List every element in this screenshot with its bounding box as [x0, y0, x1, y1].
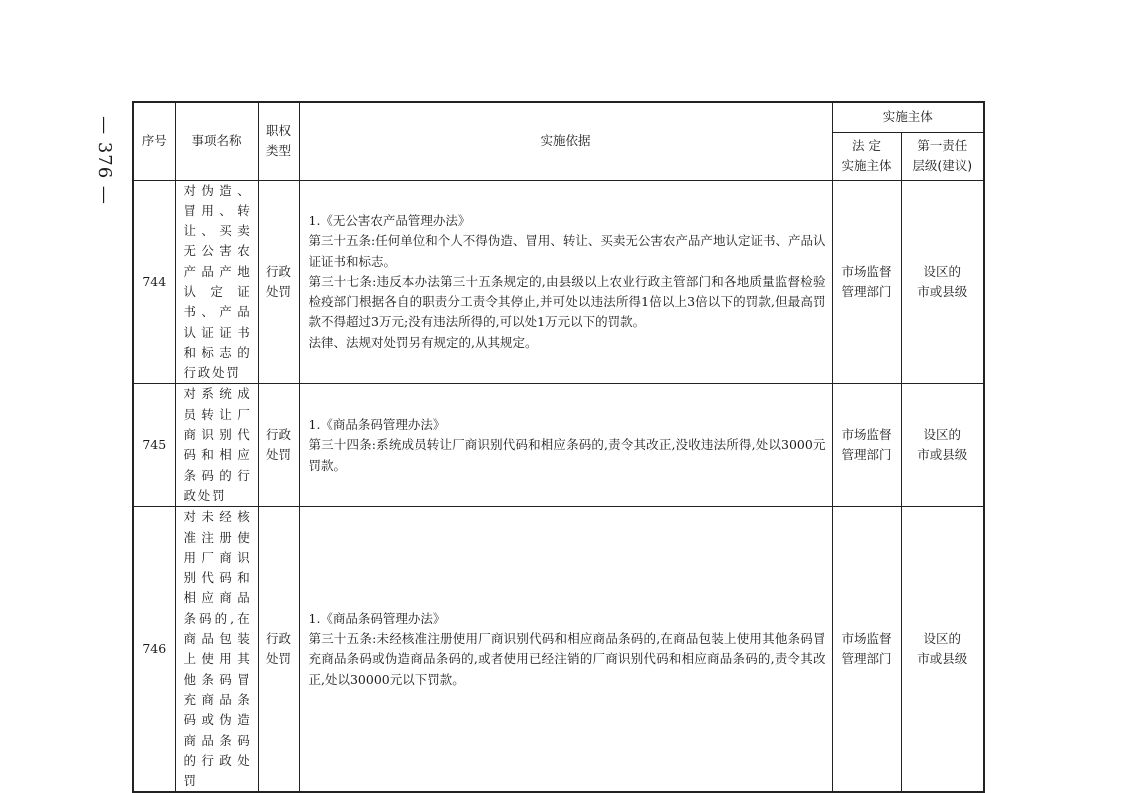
row-basis	[299, 507, 832, 793]
row-legal-subject: 市场监督 管理部门	[832, 507, 901, 793]
header-legal-subject: 法 定 实施主体	[832, 132, 901, 180]
row-basis	[299, 180, 832, 384]
header-basis: 实施依据	[299, 102, 832, 180]
header-row-1	[133, 102, 984, 132]
basis-line: 1.《无公害农产品管理办法》	[308, 212, 471, 228]
row-level: 设区的 市或县级	[901, 180, 984, 384]
row-level: 设区的 市或县级	[901, 507, 984, 793]
basis-line: 第三十七条:违反本办法第三十五条规定的,由县级以上农业行政主管部门和各地质量监督检验检疫部门根据各自的职责分工责令其停止,并可处以违法所得1倍以上3倍以下的罚款,但最高罚款不得超过3万元;没有违法所得的,可以处1万元以下的罚款。	[308, 273, 826, 330]
basis-line: 1.《商品条码管理办法》	[308, 416, 446, 432]
row-name: 对系统成员转让厂商识别代码和相应条码的行政处罚	[175, 384, 258, 507]
header-subject: 实施主体	[832, 102, 984, 132]
row-basis	[299, 384, 832, 507]
row-legal-subject: 市场监督 管理部门	[832, 180, 901, 384]
row-type: 行政 处罚	[258, 507, 299, 793]
row-type: 行政 处罚	[258, 180, 299, 384]
row-legal-subject: 市场监督 管理部门	[832, 384, 901, 507]
table-row	[133, 507, 984, 793]
table-row	[133, 180, 984, 384]
row-name: 对未经核准注册使用厂商识别代码和相应商品条码的,在商品包装上使用其他条码冒充商品条码或伪造商品条码的行政处罚	[175, 507, 258, 793]
row-seq: 745	[133, 384, 175, 507]
header-seq: 序号	[133, 102, 175, 180]
authority-table	[132, 101, 985, 793]
page-number-text: — 376 —	[93, 115, 115, 205]
basis-line: 第三十四条:系统成员转让厂商识别代码和相应条码的,责令其改正,没收违法所得,处以3000元罚款。	[308, 437, 826, 473]
basis-line: 1.《商品条码管理办法》	[308, 610, 446, 626]
header-type: 职权 类型	[258, 102, 299, 180]
page-number	[92, 110, 116, 210]
row-seq: 746	[133, 507, 175, 793]
row-type: 行政 处罚	[258, 384, 299, 507]
row-name: 对伪造、冒用、转让、买卖无公害农产品产地认定证书、产品认证证书和标志的行政处罚	[175, 180, 258, 384]
row-level: 设区的 市或县级	[901, 384, 984, 507]
basis-line: 第三十五条:任何单位和个人不得伪造、冒用、转让、买卖无公害农产品产地认定证书、产品认证证书和标志。	[308, 233, 826, 269]
row-seq: 744	[133, 180, 175, 384]
basis-line: 第三十五条:未经核准注册使用厂商识别代码和相应商品条码的,在商品包装上使用其他条码冒充商品条码或伪造商品条码的,或者使用已经注销的厂商识别代码和相应商品条码的,责令其改正,处以30000元以下罚款。	[308, 631, 826, 687]
header-name: 事项名称	[175, 102, 258, 180]
header-first-level: 第一责任 层级(建议)	[901, 132, 984, 180]
table-row	[133, 384, 984, 507]
basis-line: 法律、法规对处罚另有规定的,从其规定。	[308, 334, 538, 350]
